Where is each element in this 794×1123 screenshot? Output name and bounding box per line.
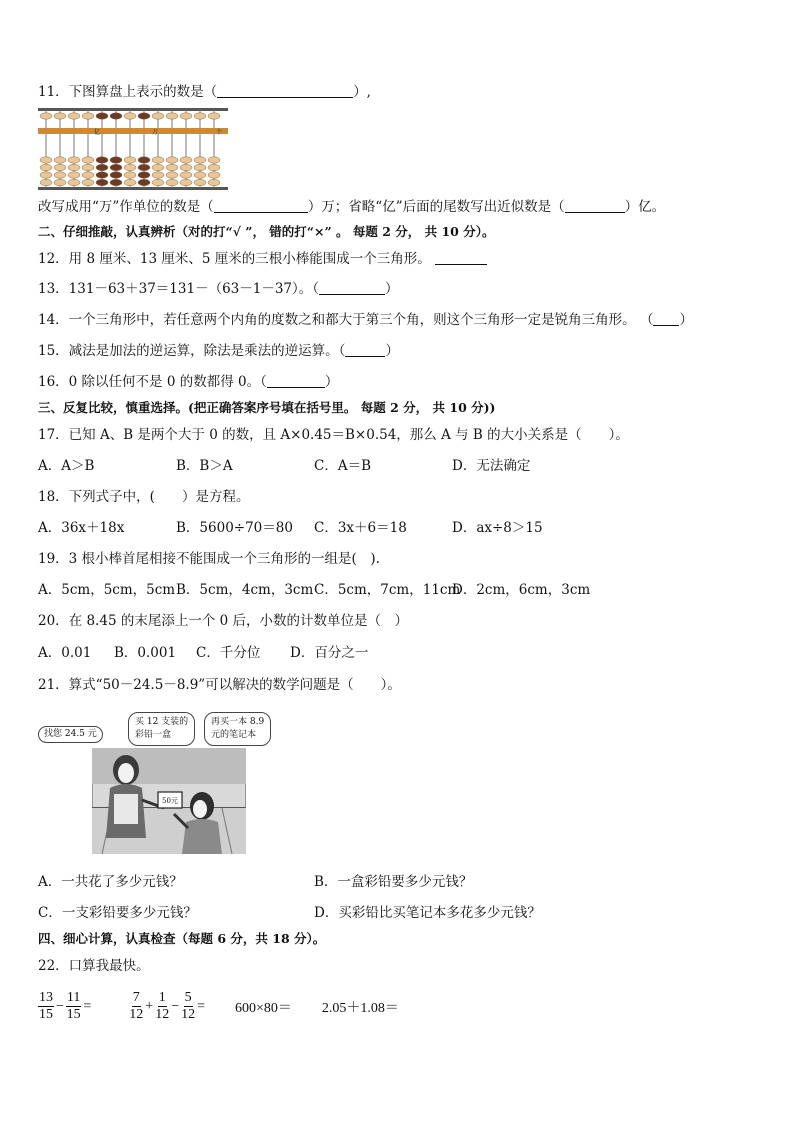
q15-text: 15．减法是加法的逆运算，除法是乘法的逆运算。（ ） bbox=[38, 343, 399, 359]
section-2-title: 二、仔细推敲，认真辨析（对的打“√ ”， 错的打“×” 。 每题 2 分， 共 10 分）。 bbox=[38, 224, 495, 239]
q11b-blank-2[interactable] bbox=[565, 199, 625, 213]
q19-option-d[interactable]: D．2cm，6cm，3cm bbox=[452, 582, 591, 598]
q20-option-c[interactable]: C．千分位 bbox=[196, 645, 261, 661]
q13-blank[interactable] bbox=[319, 281, 385, 295]
q11b-text: 改写成用“万”作单位的数是（ ）万；省略“亿”后面的尾数写出近似数是（ ）亿。 bbox=[38, 199, 666, 215]
expr-600x80: 600×80＝ bbox=[235, 1000, 292, 1016]
money-note-label: 50元 bbox=[162, 797, 178, 805]
q21-illustration bbox=[38, 708, 278, 858]
speech-bubble-change: 找您 24.5 元 bbox=[38, 726, 103, 743]
q18-option-c[interactable]: C．3x＋6＝18 bbox=[314, 520, 407, 536]
abacus-label-yi: 亿 bbox=[94, 129, 101, 136]
shop-scene-image bbox=[92, 748, 246, 854]
q18-option-b[interactable]: B．5600÷70＝80 bbox=[176, 520, 293, 536]
q20-option-d[interactable]: D．百分之一 bbox=[290, 645, 369, 661]
abacus-label-wan: 万 bbox=[152, 129, 159, 136]
q12-blank[interactable] bbox=[435, 251, 487, 265]
q21-option-d[interactable]: D．买彩铅比买笔记本多花多少元钱？ bbox=[314, 905, 541, 921]
q17-option-a[interactable]: A．A＞B bbox=[38, 458, 95, 474]
q19-option-a[interactable]: A．5cm，5cm，5cm bbox=[38, 582, 176, 598]
fraction-13-15: $\frac{13}{15}$ bbox=[39, 990, 53, 1022]
q22-expressions: $\frac{13}{15}$ − $\frac{11}{15}$ = $\frac{7}{12}$ + $\frac{1}{12}$ − $\frac{5}{12}$ = 600×80＝ 2.05＋1.08＝ bbox=[39, 990, 399, 1022]
q15-blank[interactable] bbox=[345, 343, 385, 357]
q13-text: 13．131－63＋37＝131－（63－1－37）。（ ） bbox=[38, 281, 399, 297]
q21-option-c[interactable]: C．一支彩铅要多少元钱？ bbox=[38, 905, 197, 921]
q14-text: 14．一个三角形中，若任意两个内角的度数之和都大于第三个角，则这个三角形一定是锐角三角形。 （ ） bbox=[38, 312, 693, 328]
q17-option-b[interactable]: B．B＞A bbox=[176, 458, 233, 474]
q16-blank[interactable] bbox=[267, 374, 325, 388]
q18-option-a[interactable]: A．36x＋18x bbox=[38, 520, 125, 536]
q21-option-a[interactable]: A．一共花了多少元钱？ bbox=[38, 874, 183, 890]
section-3-title: 三、反复比较，慎重选择。(把正确答案序号填在括号里。 每题 2 分， 共 10 分)) bbox=[38, 400, 496, 415]
speech-bubble-notebook: 再买一本 8.9 元的笔记本 bbox=[204, 712, 271, 746]
q17-text: 17．已知 A、B 是两个大于 0 的数，且 A×0.45＝B×0.54，那么 A 与 B 的大小关系是（ ）。 bbox=[38, 427, 629, 443]
q17-option-d[interactable]: D．无法确定 bbox=[452, 458, 531, 474]
q19-option-c[interactable]: C．5cm，7cm，11cm bbox=[314, 582, 461, 598]
q20-text: 20．在 8.45 的末尾添上一个 0 后，小数的计数单位是（ ） bbox=[38, 613, 408, 629]
section-4-title: 四、细心计算，认真检查（每题 6 分，共 18 分）。 bbox=[38, 931, 326, 946]
q21-option-b[interactable]: B．一盒彩铅要多少元钱？ bbox=[314, 874, 473, 890]
q19-text: 19．3 根小棒首尾相接不能围成一个三角形的一组是( ). bbox=[38, 551, 380, 567]
q11-blank[interactable] bbox=[217, 84, 353, 98]
fraction-1-12: $\frac{1}{12}$ bbox=[155, 990, 170, 1022]
speech-bubble-pencils: 买 12 支装的 彩铅一盒 bbox=[128, 712, 195, 746]
q18-text: 18．下列式子中，( ）是方程。 bbox=[38, 489, 250, 505]
q11b-blank-1[interactable] bbox=[214, 199, 308, 213]
q19-option-b[interactable]: B．5cm，4cm，3cm bbox=[176, 582, 314, 598]
q16-text: 16．0 除以任何不是 0 的数都得 0。（ ） bbox=[38, 374, 339, 390]
q18-option-d[interactable]: D．ax÷8＞15 bbox=[452, 520, 543, 536]
q22-text: 22．口算我最快。 bbox=[38, 958, 150, 974]
q17-option-c[interactable]: C．A＝B bbox=[314, 458, 371, 474]
q11-text: 11．下图算盘上表示的数是（ ）, bbox=[38, 84, 371, 100]
expr-2-05-plus-1-08: 2.05＋1.08＝ bbox=[321, 1000, 399, 1016]
abacus-image bbox=[38, 108, 228, 190]
q12-text: 12．用 8 厘米、13 厘米、5 厘米的三根小棒能围成一个三角形。 bbox=[38, 250, 487, 268]
abacus-label-ge: 个 bbox=[216, 129, 223, 136]
q20-option-a[interactable]: A．0.01 bbox=[38, 645, 92, 661]
fraction-5-12: $\frac{5}{12}$ bbox=[181, 990, 196, 1022]
q21-text: 21．算式“50－24.5－8.9”可以解决的数学问题是（ ）。 bbox=[38, 677, 401, 693]
q14-blank[interactable] bbox=[653, 312, 679, 326]
q20-option-b[interactable]: B．0.001 bbox=[114, 645, 177, 661]
fraction-7-12: $\frac{7}{12}$ bbox=[129, 990, 144, 1022]
fraction-11-15: $\frac{11}{15}$ bbox=[66, 990, 81, 1022]
